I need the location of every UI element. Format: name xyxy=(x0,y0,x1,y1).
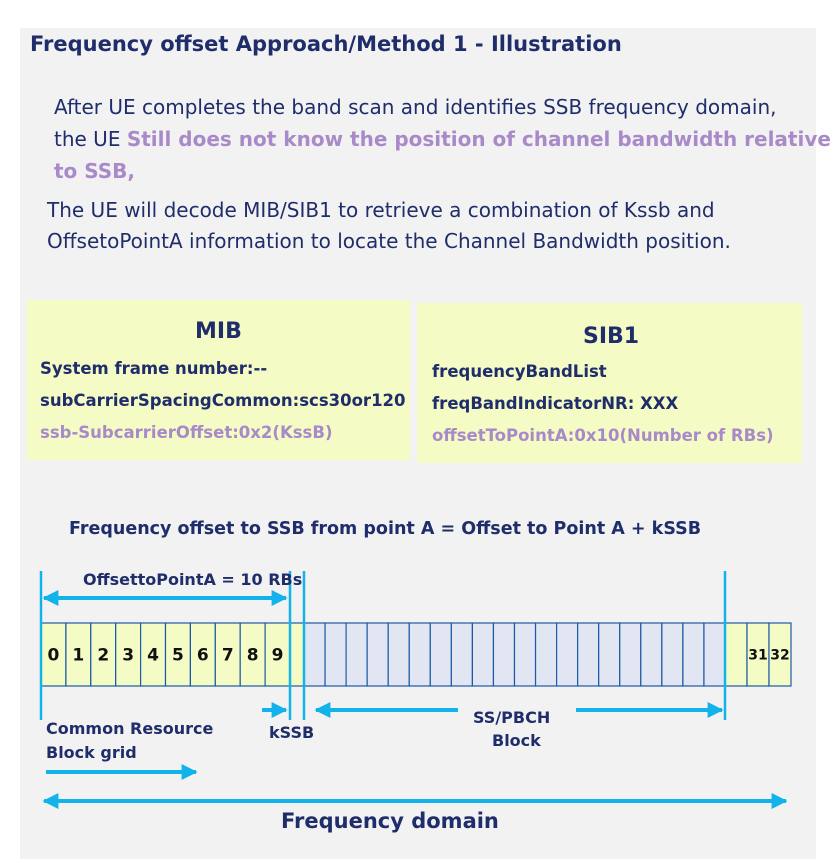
ssb-cell xyxy=(704,623,725,686)
ssb-cell xyxy=(346,623,367,686)
sib1-line-1: frequencyBandList xyxy=(432,362,607,381)
kssb-label: kSSB xyxy=(269,723,315,742)
rb-cell-label: 1 xyxy=(72,645,85,666)
intro-highlight: Still does not know the position of channel bandwidth relative xyxy=(126,127,831,151)
crb-label-line-2: Block grid xyxy=(46,743,137,762)
intro-line-5: OffsetoPointA information to locate the Channel Bandwidth position. xyxy=(47,229,731,253)
frequency-domain-label: Frequency domain xyxy=(281,809,499,833)
intro-line-1: After UE completes the band scan and identifies SSB frequency domain, xyxy=(54,95,777,119)
rb-cell-label: 7 xyxy=(221,645,234,666)
rb-end-cell-label: 31 xyxy=(748,647,768,664)
mib-title: MIB xyxy=(195,319,242,344)
ssb-cell xyxy=(409,623,430,686)
rb-cell-label: 2 xyxy=(97,645,110,666)
formula-text: Frequency offset to SSB from point A = Offset to Point A + kSSB xyxy=(69,519,702,539)
crb-label-line-1: Common Resource xyxy=(46,719,214,738)
rb-cell-blank xyxy=(725,623,747,686)
sib1-line-2: freqBandIndicatorNR: XXX xyxy=(432,394,679,413)
rb-cell-label: 5 xyxy=(172,645,184,666)
kssb-gap-cell xyxy=(290,623,304,686)
ssb-cell xyxy=(388,623,409,686)
ssb-cell xyxy=(472,623,493,686)
ssb-cell xyxy=(641,623,662,686)
sib1-title: SIB1 xyxy=(583,324,640,349)
ssb-label-line-2: Block xyxy=(492,731,541,750)
intro-line-4: The UE will decode MIB/SIB1 to retrieve a combination of Kssb and xyxy=(47,198,715,222)
rb-cell-label: 4 xyxy=(147,645,159,666)
slide-title: Frequency offset Approach/Method 1 - Illustration xyxy=(30,32,622,56)
ssb-cell xyxy=(325,623,346,686)
ssb-cell xyxy=(620,623,641,686)
mib-line-1: System frame number:-- xyxy=(40,359,268,378)
ssb-cell xyxy=(367,623,388,686)
rb-cell-label: 8 xyxy=(246,645,259,666)
mib-line-3: ssb-SubcarrierOffset:0x2(KssB) xyxy=(40,423,333,442)
intro-line-2-normal: the UE xyxy=(54,127,127,151)
mib-line-2: subCarrierSpacingCommon:scs30or120 xyxy=(40,391,406,410)
ssb-cell xyxy=(599,623,620,686)
rb-cell-label: 9 xyxy=(271,645,284,666)
ssb-cell xyxy=(662,623,683,686)
intro-line-3: to SSB, xyxy=(54,159,136,183)
ssb-label-line-1: SS/PBCH xyxy=(473,708,551,727)
ssb-cell xyxy=(430,623,451,686)
rb-cell-label: 3 xyxy=(122,645,135,666)
ssb-cell xyxy=(304,623,325,686)
ssb-cell xyxy=(683,623,704,686)
offset-to-point-a-label: OffsettoPointA = 10 RBs xyxy=(83,570,303,589)
ssb-cell xyxy=(515,623,536,686)
ssb-cell xyxy=(536,623,557,686)
ssb-cell xyxy=(451,623,472,686)
ssb-cell xyxy=(578,623,599,686)
ssb-cell xyxy=(493,623,514,686)
rb-cell-label: 0 xyxy=(47,645,60,666)
rb-end-cell-label: 32 xyxy=(770,647,790,664)
rb-cell-label: 6 xyxy=(196,645,209,666)
ssb-cell xyxy=(557,623,578,686)
sib1-line-3: offsetToPointA:0x10(Number of RBs) xyxy=(432,426,774,445)
resource-block-grid xyxy=(41,623,791,686)
